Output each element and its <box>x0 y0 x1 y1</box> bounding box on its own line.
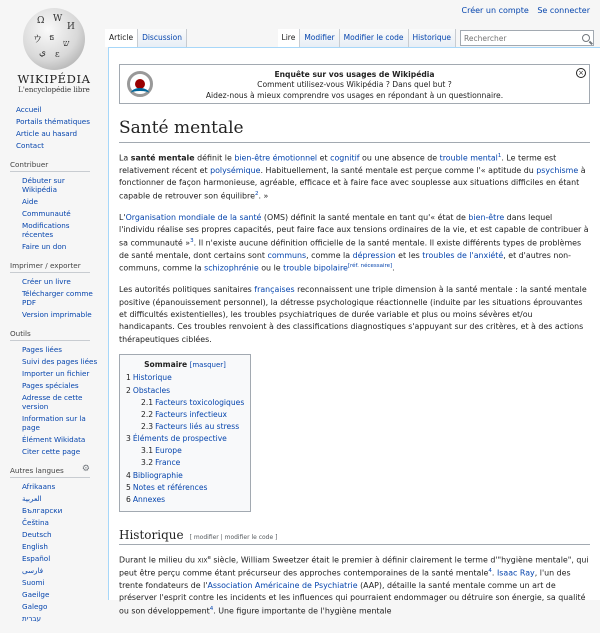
link-psychisme[interactable]: psychisme <box>536 166 579 176</box>
survey-banner <box>119 64 590 104</box>
link-trouble-mental[interactable]: trouble mental <box>439 153 498 163</box>
language-link[interactable]: Čeština <box>22 518 49 527</box>
toc-entry[interactable] <box>126 397 244 409</box>
toc-entry[interactable] <box>126 457 244 469</box>
language-link[interactable]: Gaeilge <box>22 590 50 599</box>
tab-read[interactable]: Lire <box>278 29 301 47</box>
edit-section-links[interactable]: [ modifier | modifier le code ] <box>189 533 278 541</box>
sidebar-item-debuter[interactable]: Débuter sur Wikipédia <box>22 176 65 194</box>
tab-edit-code[interactable]: Modifier le code <box>340 29 409 47</box>
sidebar-item-contact[interactable]: Contact <box>16 141 44 150</box>
link-francaises[interactable]: françaises <box>254 285 295 295</box>
toc-entry-label: Facteurs infectieux <box>155 409 228 419</box>
tab-history[interactable]: Historique <box>409 29 456 47</box>
toc-entry-label: Facteurs toxicologiques <box>155 397 245 407</box>
toc-entry[interactable] <box>126 385 244 397</box>
table-of-contents <box>119 354 251 512</box>
page-title: Santé mentale <box>119 118 590 143</box>
wikipedia-globe-icon: Ω W И ウ ธ ש ي ε <box>23 8 85 70</box>
sidebar-item-portails[interactable]: Portails thématiques <box>16 117 90 126</box>
create-account-link[interactable]: Créer un compte <box>461 6 529 15</box>
paragraph-historique: Durant le milieu du xix$^e$ siècle, William Sweetzer était le premier à définir clairement le terme d'"hygiène mentale", qui peut être perçu comme étant précurseur des approches contemporaines de la santé mentale$^4$. Isaac Ray, l'un des trente fondateurs de l'Association Américaine de Psychiatrie (AAP), détaille la santé mentale comme un art de préserver l'esprit contre les incidents et les influences qui pourraient endommager ou détruire son énergie, sa qualité ou son développement$^4$. Une figure importante de l'hygiène mentale <box>119 554 589 616</box>
toc-entry[interactable] <box>126 433 244 445</box>
search-input[interactable] <box>464 34 582 43</box>
toc-toggle-link[interactable]: [masquer] <box>189 361 226 370</box>
sidebar-item-adresse[interactable]: Adresse de cette version <box>22 393 83 411</box>
reference-2[interactable]: 2 <box>254 190 259 197</box>
sidebar-item-importer[interactable]: Importer un fichier <box>22 369 90 378</box>
language-link[interactable]: עברית <box>22 614 42 623</box>
search-box <box>460 30 594 46</box>
toc-entry-label: Notes et références <box>132 482 208 492</box>
toc-entry-label: Annexes <box>132 494 166 504</box>
site-logo[interactable] <box>8 6 100 98</box>
link-isaac-ray[interactable]: Isaac Ray <box>496 568 535 578</box>
toc-entry-label: Historique <box>132 373 172 383</box>
article-content <box>108 47 600 616</box>
sidebar-item-modifications[interactable]: Modifications récentes <box>22 221 70 239</box>
banner-line-1: Comment utilisez-vous Wikipédia ? Dans quel but ? <box>257 80 452 90</box>
section-heading-historique: Historique [ modifier | modifier le code ] <box>119 528 590 545</box>
personal-tools <box>456 6 590 15</box>
toc-entry-label: Facteurs liés au stress <box>155 421 240 431</box>
view-tabs <box>278 29 594 47</box>
banner-title: Enquête sur vos usages de Wikipédia <box>274 70 435 79</box>
sidebar-navigation <box>0 104 102 152</box>
toc-entry[interactable] <box>126 421 244 433</box>
link-oms[interactable]: Organisation mondiale de la santé <box>125 212 262 222</box>
language-link[interactable]: Afrikaans <box>22 482 56 491</box>
sidebar-tools <box>0 329 102 458</box>
link-bien-etre[interactable]: bien-être <box>468 212 505 222</box>
logo-wordmark: WIKIPÉDIA <box>17 72 91 86</box>
sidebar-item-livre[interactable]: Créer un livre <box>22 277 71 286</box>
sidebar-item-speciales[interactable]: Pages spéciales <box>22 381 79 390</box>
tab-article[interactable]: Article <box>105 29 138 47</box>
citation-needed[interactable]: [réf. nécessaire] <box>347 263 393 270</box>
sidebar-item-hasard[interactable]: Article au hasard <box>16 129 78 138</box>
tab-discussion[interactable]: Discussion <box>138 29 187 47</box>
sidebar-item-aide[interactable]: Aide <box>22 197 38 206</box>
link-depression[interactable]: dépression <box>352 250 396 260</box>
sidebar-item-pages-liees[interactable]: Pages liées <box>22 345 63 354</box>
toc-entry-number: 3 <box>126 434 131 444</box>
toc-entry-number: 6 <box>126 494 131 504</box>
gear-icon[interactable]: ⚙ <box>81 464 90 474</box>
paragraph-intro: La santé mentale définit le bien-être émotionnel et cognitif ou une absence de trouble mental$^1$. Le terme est relativement récent et polysémique. Habituellement, la santé mentale est perçue comme l'« aptitude du psychisme à fonctionner de façon harmonieuse, agréable, efficace et à faire face avec souplesse aux situations difficiles en étant capable de retrouver son équilibre$^2$. » <box>119 153 586 201</box>
tab-edit[interactable]: Modifier <box>300 29 339 47</box>
toc-list <box>126 372 244 506</box>
toc-entry-label: Éléments de prospective <box>132 434 227 444</box>
toc-entry-label: France <box>155 458 181 468</box>
toc-entry-number: 3.2 <box>141 458 154 468</box>
toc-entry-label: Bibliographie <box>132 470 183 480</box>
toc-entry-number: 2.1 <box>141 397 154 407</box>
sidebar-item-accueil[interactable]: Accueil <box>16 105 42 114</box>
toc-header <box>126 359 244 371</box>
toc-entry-number: 2 <box>126 385 131 395</box>
sidebar-item-don[interactable]: Faire un don <box>22 242 67 251</box>
language-link[interactable]: Български <box>22 506 63 515</box>
toc-entry[interactable] <box>126 372 244 384</box>
sidebar-heading-tools: Outils <box>10 329 90 341</box>
language-link[interactable]: Deutsch <box>22 530 52 539</box>
sidebar-contribute <box>0 160 102 253</box>
reference-4[interactable]: 4 <box>488 567 492 574</box>
link-bien-etre-emotionnel[interactable]: bien-être émotionnel <box>234 153 318 163</box>
sidebar-item-wikidata[interactable]: Élément Wikidata <box>22 435 86 444</box>
sidebar-heading-contribute: Contribuer <box>10 160 90 172</box>
sidebar-languages <box>0 466 102 625</box>
toc-entry-number: 3.1 <box>141 446 154 456</box>
namespace-tabs <box>105 29 187 47</box>
sidebar-item-citer[interactable]: Citer cette page <box>22 447 81 456</box>
toc-entry[interactable] <box>126 482 244 494</box>
link-trouble-bipolaire[interactable]: trouble bipolaire <box>283 263 348 273</box>
toc-title: Sommaire <box>144 360 188 370</box>
banner-line-2: Aidez-nous à mieux comprendre vos usages en répondant à un questionnaire. <box>205 90 504 100</box>
toc-entry[interactable] <box>126 409 244 421</box>
search-icon[interactable] <box>582 34 590 42</box>
toc-entry-number: 2.2 <box>141 409 154 419</box>
language-link[interactable]: فارسی <box>22 566 44 575</box>
sidebar-heading-languages: Autres langues ⚙ <box>10 466 90 478</box>
language-link[interactable]: English <box>22 542 48 551</box>
language-link[interactable]: Español <box>22 554 51 563</box>
sidebar-heading-print: Imprimer / exporter <box>10 261 90 273</box>
toc-entry[interactable] <box>126 445 244 457</box>
toc-entry-number: 2.3 <box>141 421 154 431</box>
reference-4b[interactable]: 4 <box>209 605 214 612</box>
sidebar-item-information[interactable]: Information sur la page <box>22 414 86 432</box>
link-troubles-anxiete[interactable]: troubles de l'anxiété <box>422 250 504 260</box>
toc-entry[interactable] <box>126 470 244 482</box>
link-polysemique[interactable]: polysémique <box>210 166 261 176</box>
reference-3[interactable]: 3 <box>190 237 194 244</box>
toc-entry-number: 1 <box>126 373 131 383</box>
reference-1[interactable]: 1 <box>497 153 502 159</box>
sidebar-item-communaute[interactable]: Communauté <box>22 209 71 218</box>
toc-entry[interactable] <box>126 494 244 506</box>
wikimedia-logo-icon <box>127 71 153 97</box>
sidebar-print <box>0 261 102 321</box>
link-cognitif[interactable]: cognitif <box>330 153 360 163</box>
sidebar-item-pdf[interactable]: Télécharger comme PDF <box>22 289 93 307</box>
link-communs[interactable]: communs <box>267 250 307 260</box>
sidebar-item-suivi[interactable]: Suivi des pages liées <box>22 357 98 366</box>
link-schizophrenie[interactable]: schizophrénie <box>204 263 259 273</box>
language-link[interactable]: العربية <box>22 494 42 503</box>
login-link[interactable]: Se connecter <box>537 6 590 15</box>
toc-entry-label: Obstacles <box>132 385 171 395</box>
language-link[interactable]: Suomi <box>22 578 45 587</box>
paragraph-oms: L'Organisation mondiale de la santé (OMS) définit la santé mentale en tant qu'« état de bien-être dans lequel l'individu réalise ses propres capacités, peut faire face aux tensions ordinaires de la vie, et est capable de contribuer à sa communauté »$^3$. Il n'existe aucune définition officielle de la santé mentale. Il existe différents types de problèmes de santé mentale, dont certains sont communs, comme la dépression et les troubles de l'anxiété, et d'autres non-communs, comme la schizophrénie ou le trouble bipolaire[réf. nécessaire]. <box>119 212 589 273</box>
language-link[interactable]: Galego <box>22 602 48 611</box>
sidebar <box>0 104 102 633</box>
sidebar-item-imprimable[interactable]: Version imprimable <box>22 310 92 319</box>
toc-entry-number: 4 <box>126 470 131 480</box>
toc-entry-number: 5 <box>126 482 131 492</box>
paragraph-autorites: Les autorités politiques sanitaires françaises reconnaissent une triple dimension à la santé mentale : la santé mentale positive (épanouissement personnel), la détresse psychologique réactionnelle (induite par les situations éprouvantes et difficultés existentielles), les troubles psychiatriques de durée variable et plus ou moins sévères et/ou handicapants. Ces troubles renvoient à des classifications diagnostiques s'appuyant sur des critères, et à des actions thérapeutiques ciblées. <box>119 285 587 344</box>
link-aap[interactable]: Association Américaine de Psychiatrie <box>207 580 358 590</box>
close-icon[interactable]: × <box>576 68 586 78</box>
toc-entry-label: Europe <box>155 446 182 456</box>
logo-tagline: L'encyclopédie libre <box>18 86 90 94</box>
